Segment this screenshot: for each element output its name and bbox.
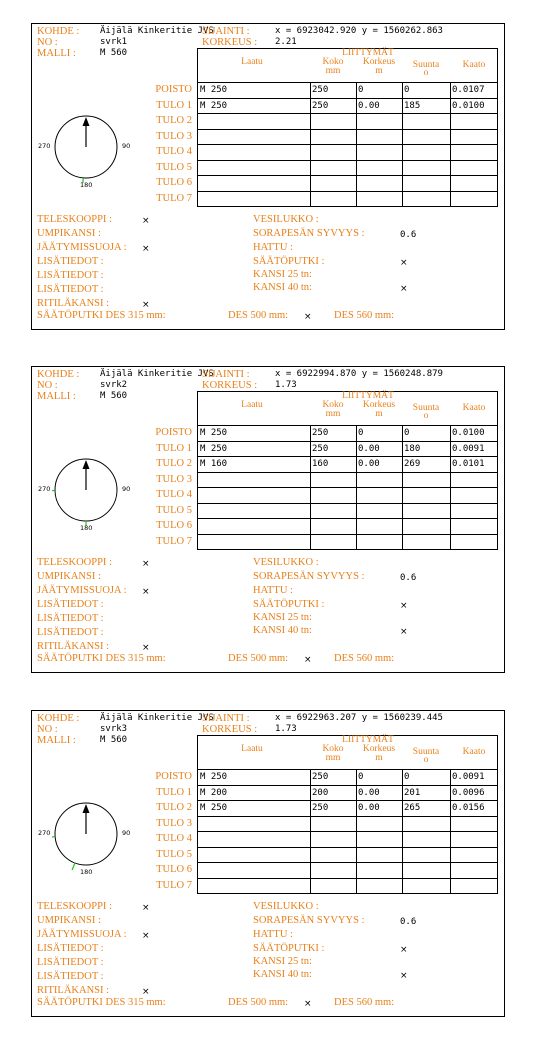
compass-180-label: 180 bbox=[80, 868, 93, 876]
cell-korkeus: 0.00 bbox=[358, 788, 380, 798]
cell-kaato: 0.0091 bbox=[452, 444, 485, 454]
lisatiedot-label-1: LISÄTIEDOT : bbox=[37, 599, 104, 610]
cell-laatu: M 250 bbox=[200, 772, 228, 782]
ritilakansi-mark: × bbox=[142, 643, 150, 653]
hattu-label: HATTU : bbox=[253, 929, 293, 940]
sorapesan-value: 0.6 bbox=[400, 230, 417, 240]
cell-kaato: 0.0091 bbox=[452, 772, 485, 782]
coordinates-value: x = 6923042.920 y = 1560262.863 bbox=[275, 26, 443, 36]
row-label: TULO 7 bbox=[156, 536, 192, 547]
kansi25-label: KANSI 25 tn: bbox=[253, 956, 312, 967]
teleskooppi-label: TELESKOOPPI : bbox=[37, 901, 112, 912]
inlet-lines bbox=[52, 837, 75, 870]
liittymat-header: LIITTYMÄT bbox=[342, 735, 394, 745]
sijainti-label: SIJAINTI : bbox=[202, 713, 250, 724]
kohde-value: Äijälä Kinkeritie JVS bbox=[100, 713, 214, 723]
cell-suunta: 180 bbox=[404, 444, 421, 454]
suunta-header: Suunta bbox=[412, 60, 440, 70]
row-label: TULO 2 bbox=[156, 458, 192, 469]
cell-laatu: M 200 bbox=[200, 788, 228, 798]
cell-koko: 200 bbox=[312, 788, 329, 798]
inlet-line bbox=[71, 863, 75, 870]
cell-kaato: 0.0100 bbox=[452, 101, 485, 111]
coordinates-value: x = 6922994.870 y = 1560248.879 bbox=[275, 369, 443, 379]
malli-label: MALLI : bbox=[37, 735, 76, 746]
compass-270-label: 270 bbox=[38, 142, 51, 150]
ritilakansi-mark: × bbox=[142, 987, 150, 997]
row-label: TULO 5 bbox=[156, 849, 192, 860]
row-label: POISTO bbox=[155, 427, 192, 438]
kohde-label: KOHDE : bbox=[37, 369, 80, 380]
des560-label: DES 560 mm: bbox=[334, 310, 395, 321]
des500-mark: × bbox=[304, 655, 312, 665]
kaato-header: Kaato bbox=[462, 403, 486, 413]
saatoputki-mark: × bbox=[400, 258, 408, 268]
kansi40-mark: × bbox=[400, 627, 408, 637]
compass-diagram bbox=[52, 798, 120, 870]
kansi25-label: KANSI 25 tn: bbox=[253, 269, 312, 280]
koko-header: Koko bbox=[322, 744, 344, 754]
cell-laatu: M 250 bbox=[200, 444, 228, 454]
korkeus-value: 1.73 bbox=[275, 724, 297, 734]
des500-label: DES 500 mm: bbox=[228, 310, 289, 321]
kohde-label: KOHDE : bbox=[37, 26, 80, 37]
saatoputki-des315-label: SÄÄTÖPUTKI DES 315 mm: bbox=[37, 653, 166, 664]
row-label: TULO 1 bbox=[156, 100, 192, 111]
no-value: svrk3 bbox=[100, 724, 128, 734]
row-label: TULO 2 bbox=[156, 802, 192, 813]
cell-suunta: 269 bbox=[404, 459, 421, 469]
cell-kaato: 0.0107 bbox=[452, 85, 485, 95]
saatoputki-label: SÄÄTÖPUTKI : bbox=[253, 943, 325, 954]
cell-laatu: M 160 bbox=[200, 459, 228, 469]
korkeus-value: 2.21 bbox=[275, 37, 297, 47]
laatu-header: Laatu bbox=[241, 744, 263, 754]
jaatymissuoja-label: JÄÄTYMISSUOJA : bbox=[37, 242, 127, 253]
cell-korkeus: 0 bbox=[358, 428, 364, 438]
kansi40-label: KANSI 40 tn: bbox=[253, 969, 312, 980]
lisatiedot-label-2: LISÄTIEDOT : bbox=[37, 957, 104, 968]
korkeus-header: Korkeus bbox=[362, 744, 396, 754]
sorapesan-value: 0.6 bbox=[400, 917, 417, 927]
cell-suunta: 0 bbox=[404, 85, 410, 95]
teleskooppi-label: TELESKOOPPI : bbox=[37, 214, 112, 225]
cell-suunta: 265 bbox=[404, 803, 421, 813]
umpikansi-label: UMPIKANSI : bbox=[37, 571, 101, 582]
korkeus-unit: m bbox=[375, 66, 383, 76]
saatoputki-label: SÄÄTÖPUTKI : bbox=[253, 599, 325, 610]
north-arrow-icon bbox=[83, 117, 90, 126]
koko-unit: mm bbox=[325, 409, 341, 419]
saatoputki-mark: × bbox=[400, 945, 408, 955]
row-label: TULO 6 bbox=[156, 520, 192, 531]
kohde-value: Äijälä Kinkeritie JVS bbox=[100, 369, 214, 379]
kaato-header: Kaato bbox=[462, 747, 486, 757]
cell-koko: 250 bbox=[312, 101, 329, 111]
no-value: svrk1 bbox=[100, 37, 128, 47]
ritilakansi-label: RITILÄKANSI : bbox=[37, 298, 110, 309]
jaatymissuoja-mark: × bbox=[142, 244, 150, 254]
cell-suunta: 185 bbox=[404, 101, 421, 111]
row-label: TULO 6 bbox=[156, 177, 192, 188]
cell-suunta: 0 bbox=[404, 772, 410, 782]
row-label: TULO 4 bbox=[156, 833, 192, 844]
row-label: POISTO bbox=[155, 771, 192, 782]
compass-270-label: 270 bbox=[38, 829, 51, 837]
row-label: TULO 7 bbox=[156, 193, 192, 204]
no-label: NO : bbox=[37, 380, 58, 391]
lisatiedot-label-2: LISÄTIEDOT : bbox=[37, 613, 104, 624]
suunta-unit: o bbox=[423, 411, 429, 421]
row-label: TULO 3 bbox=[156, 818, 192, 829]
suunta-header: Suunta bbox=[412, 403, 440, 413]
des560-label: DES 560 mm: bbox=[334, 653, 395, 664]
jaatymissuoja-label: JÄÄTYMISSUOJA : bbox=[37, 585, 127, 596]
des500-mark: × bbox=[304, 312, 312, 322]
malli-label: MALLI : bbox=[37, 48, 76, 59]
compass-90-label: 90 bbox=[122, 829, 131, 837]
cell-koko: 250 bbox=[312, 803, 329, 813]
cell-korkeus: 0 bbox=[358, 772, 364, 782]
connections-table bbox=[197, 48, 498, 207]
suunta-header: Suunta bbox=[412, 747, 440, 757]
teleskooppi-mark: × bbox=[142, 216, 150, 226]
ritilakansi-label: RITILÄKANSI : bbox=[37, 641, 110, 652]
kaato-header: Kaato bbox=[462, 60, 486, 70]
suunta-unit: o bbox=[423, 755, 429, 765]
kansi40-mark: × bbox=[400, 284, 408, 294]
cell-laatu: M 250 bbox=[200, 101, 228, 111]
des500-label: DES 500 mm: bbox=[228, 653, 289, 664]
koko-header: Koko bbox=[322, 400, 344, 410]
cell-kaato: 0.0101 bbox=[452, 459, 485, 469]
jaatymissuoja-mark: × bbox=[142, 587, 150, 597]
cell-korkeus: 0 bbox=[358, 85, 364, 95]
compass-270-label: 270 bbox=[38, 485, 51, 493]
koko-unit: mm bbox=[325, 753, 341, 763]
korkeus-value: 1.73 bbox=[275, 380, 297, 390]
lisatiedot-label-1: LISÄTIEDOT : bbox=[37, 943, 104, 954]
row-label: TULO 1 bbox=[156, 787, 192, 798]
teleskooppi-mark: × bbox=[142, 559, 150, 569]
cell-koko: 250 bbox=[312, 772, 329, 782]
korkeus-label: KORKEUS : bbox=[202, 724, 258, 735]
cell-kaato: 0.0096 bbox=[452, 788, 485, 798]
des560-label: DES 560 mm: bbox=[334, 997, 395, 1008]
des500-mark: × bbox=[304, 999, 312, 1009]
jaatymissuoja-label: JÄÄTYMISSUOJA : bbox=[37, 929, 127, 940]
coordinates-value: x = 6922963.207 y = 1560239.445 bbox=[275, 713, 443, 723]
compass-180-label: 180 bbox=[80, 181, 93, 189]
sorapesan-label: SORAPESÄN SYVYYS : bbox=[253, 915, 365, 926]
row-label: TULO 7 bbox=[156, 880, 192, 891]
connections-table bbox=[197, 735, 498, 894]
laatu-header: Laatu bbox=[241, 400, 263, 410]
compass-diagram bbox=[52, 111, 120, 183]
korkeus-header: Korkeus bbox=[362, 400, 396, 410]
hattu-label: HATTU : bbox=[253, 242, 293, 253]
no-value: svrk2 bbox=[100, 380, 128, 390]
row-label: TULO 1 bbox=[156, 443, 192, 454]
cell-laatu: M 250 bbox=[200, 85, 228, 95]
inlet-line bbox=[52, 837, 55, 838]
vesilukko-label: VESILUKKO : bbox=[253, 557, 319, 568]
row-label: TULO 4 bbox=[156, 489, 192, 500]
compass-90-label: 90 bbox=[122, 485, 131, 493]
kohde-label: KOHDE : bbox=[37, 713, 80, 724]
manhole-card-svrk1 bbox=[31, 23, 505, 330]
teleskooppi-label: TELESKOOPPI : bbox=[37, 557, 112, 568]
connections-table bbox=[197, 391, 498, 550]
suunta-unit: o bbox=[423, 68, 429, 78]
saatoputki-des315-label: SÄÄTÖPUTKI DES 315 mm: bbox=[37, 997, 166, 1008]
liittymat-header: LIITTYMÄT bbox=[342, 48, 394, 58]
kansi40-label: KANSI 40 tn: bbox=[253, 282, 312, 293]
korkeus-label: KORKEUS : bbox=[202, 37, 258, 48]
north-arrow-icon bbox=[83, 460, 90, 469]
lisatiedot-label-3: LISÄTIEDOT : bbox=[37, 284, 104, 295]
cell-kaato: 0.0100 bbox=[452, 428, 485, 438]
jaatymissuoja-mark: × bbox=[142, 931, 150, 941]
malli-value: M 560 bbox=[100, 48, 128, 58]
no-label: NO : bbox=[37, 37, 58, 48]
row-label: TULO 5 bbox=[156, 505, 192, 516]
kohde-value: Äijälä Kinkeritie JVS bbox=[100, 26, 214, 36]
cell-kaato: 0.0156 bbox=[452, 803, 485, 813]
no-label: NO : bbox=[37, 724, 58, 735]
malli-value: M 560 bbox=[100, 735, 128, 745]
lisatiedot-label-3: LISÄTIEDOT : bbox=[37, 627, 104, 638]
koko-unit: mm bbox=[325, 66, 341, 76]
cell-korkeus: 0.00 bbox=[358, 101, 380, 111]
laatu-header: Laatu bbox=[241, 57, 263, 67]
cell-koko: 250 bbox=[312, 444, 329, 454]
manhole-card-svrk2 bbox=[31, 366, 505, 673]
lisatiedot-label-2: LISÄTIEDOT : bbox=[37, 270, 104, 281]
sijainti-label: SIJAINTI : bbox=[202, 26, 250, 37]
row-label: TULO 3 bbox=[156, 474, 192, 485]
lisatiedot-label-3: LISÄTIEDOT : bbox=[37, 971, 104, 982]
cell-suunta: 0 bbox=[404, 428, 410, 438]
umpikansi-label: UMPIKANSI : bbox=[37, 915, 101, 926]
hattu-label: HATTU : bbox=[253, 585, 293, 596]
umpikansi-label: UMPIKANSI : bbox=[37, 228, 101, 239]
compass-diagram bbox=[52, 454, 120, 526]
row-label: TULO 5 bbox=[156, 162, 192, 173]
sorapesan-label: SORAPESÄN SYVYYS : bbox=[253, 228, 365, 239]
korkeus-unit: m bbox=[375, 409, 383, 419]
korkeus-unit: m bbox=[375, 753, 383, 763]
sorapesan-label: SORAPESÄN SYVYYS : bbox=[253, 571, 365, 582]
cell-koko: 250 bbox=[312, 428, 329, 438]
kansi40-mark: × bbox=[400, 971, 408, 981]
compass-90-label: 90 bbox=[122, 142, 131, 150]
teleskooppi-mark: × bbox=[142, 903, 150, 913]
koko-header: Koko bbox=[322, 57, 344, 67]
lisatiedot-label-1: LISÄTIEDOT : bbox=[37, 256, 104, 267]
saatoputki-label: SÄÄTÖPUTKI : bbox=[253, 256, 325, 267]
row-label: POISTO bbox=[155, 84, 192, 95]
ritilakansi-label: RITILÄKANSI : bbox=[37, 985, 110, 996]
ritilakansi-mark: × bbox=[142, 300, 150, 310]
kansi40-label: KANSI 40 tn: bbox=[253, 625, 312, 636]
sijainti-label: SIJAINTI : bbox=[202, 369, 250, 380]
row-label: TULO 4 bbox=[156, 146, 192, 157]
korkeus-header: Korkeus bbox=[362, 57, 396, 67]
korkeus-label: KORKEUS : bbox=[202, 380, 258, 391]
vesilukko-label: VESILUKKO : bbox=[253, 901, 319, 912]
north-arrow-icon bbox=[83, 804, 90, 813]
saatoputki-mark: × bbox=[400, 601, 408, 611]
row-label: TULO 6 bbox=[156, 864, 192, 875]
row-label: TULO 3 bbox=[156, 131, 192, 142]
cell-korkeus: 0.00 bbox=[358, 444, 380, 454]
cell-korkeus: 0.00 bbox=[358, 459, 380, 469]
cell-suunta: 201 bbox=[404, 788, 421, 798]
cell-laatu: M 250 bbox=[200, 803, 228, 813]
liittymat-header: LIITTYMÄT bbox=[342, 391, 394, 401]
cell-korkeus: 0.00 bbox=[358, 803, 380, 813]
compass-180-label: 180 bbox=[80, 524, 93, 532]
vesilukko-label: VESILUKKO : bbox=[253, 214, 319, 225]
kansi25-label: KANSI 25 tn: bbox=[253, 612, 312, 623]
row-label: TULO 2 bbox=[156, 115, 192, 126]
cell-koko: 250 bbox=[312, 85, 329, 95]
cell-laatu: M 250 bbox=[200, 428, 228, 438]
saatoputki-des315-label: SÄÄTÖPUTKI DES 315 mm: bbox=[37, 310, 166, 321]
des500-label: DES 500 mm: bbox=[228, 997, 289, 1008]
cell-koko: 160 bbox=[312, 459, 329, 469]
manhole-card-svrk3 bbox=[31, 710, 505, 1017]
malli-label: MALLI : bbox=[37, 391, 76, 402]
malli-value: M 560 bbox=[100, 391, 128, 401]
sorapesan-value: 0.6 bbox=[400, 573, 417, 583]
